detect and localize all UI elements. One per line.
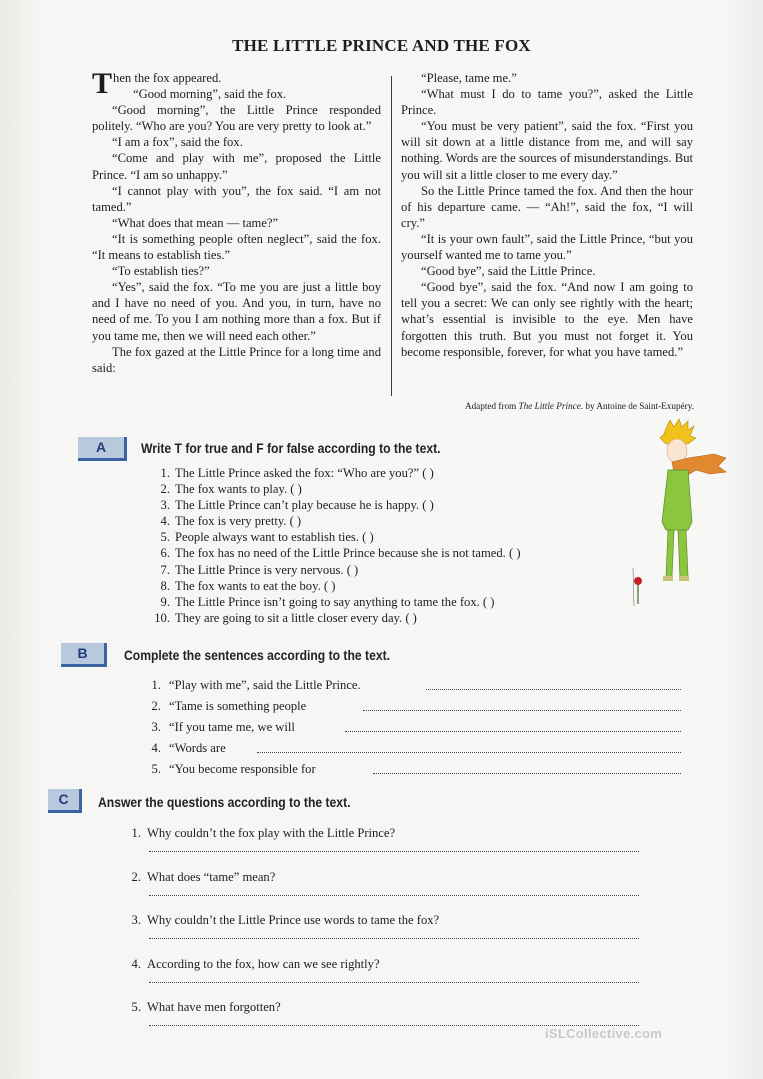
story-paragraph: So the Little Prince tamed the fox. And then the hour of his departure came. — “Ah!”, said the fox, “I will cry.” [401, 183, 693, 230]
story-paragraph: “It is something people often neglect”, said the fox. “It means to establish ties.” [92, 231, 381, 263]
list-item: 5. “You become responsible for [133, 759, 681, 780]
answer-blank[interactable] [345, 731, 681, 732]
story-right-column [401, 70, 693, 360]
story-paragraph: “To establish ties?” [112, 264, 210, 279]
section-a-heading: Write T for true and F for false according to the text. [141, 441, 441, 456]
answer-blank[interactable] [373, 773, 681, 774]
planet-edge-line [633, 568, 634, 606]
rose-icon [634, 577, 642, 585]
story-paragraph: “Yes”, said the fox. “To me you are just a little boy and I have no need of you. And you, in turn, have no need of me. To you I am nothing more than a fox. But if you tame me, then we will need each other.” [92, 280, 381, 343]
list-item: 3. “If you tame me, we will [133, 717, 681, 738]
watermark: iSLCollective.com [545, 1026, 663, 1041]
list-item: 1. The Little Prince asked the fox: “Who are you?” ( ) [160, 466, 434, 480]
column-divider [391, 76, 392, 396]
source-credit: Adapted from The Little Prince. by Antoine de Saint-Exupéry. [464, 401, 694, 411]
little-prince-illustration [630, 418, 730, 608]
list-item: 9. The Little Prince isn’t going to say anything to tame the fox. ( ) [160, 594, 495, 609]
prince-legs [666, 530, 688, 578]
list-item: 5. What have men forgotten? [121, 999, 651, 1043]
list-item: 5. People always want to establish ties. ( ) [160, 530, 374, 545]
answer-line[interactable] [149, 982, 639, 983]
list-item: 6. The fox has no need of the Little Prince because she is not tamed. ( ) [160, 546, 521, 561]
answer-blank[interactable] [257, 752, 681, 753]
list-item: 4. “Words are [133, 738, 681, 759]
answer-line[interactable] [149, 938, 639, 939]
list-item: 3. Why couldn’t the Little Prince use words to tame the fox? [121, 912, 651, 956]
story-paragraph: “I cannot play with you”, the fox said. “I am not tamed.” [92, 183, 381, 214]
story-paragraph: “Please, tame me.” [421, 71, 517, 85]
story-paragraph: “You must be very patient”, said the fox. “First you will sit down at a little distance from me, and will say nothing. Words are the sources of misunderstandings. But you will sit a little closer to me every day.” [401, 119, 693, 182]
answer-blank[interactable] [426, 689, 681, 690]
list-item: 1. “Play with me”, said the Little Prince. [133, 675, 681, 696]
answer-line[interactable] [149, 851, 639, 852]
section-b-heading: Complete the sentences according to the text. [124, 648, 391, 663]
list-item: 4. The fox is very pretty. ( ) [160, 514, 302, 529]
prince-boot [679, 576, 689, 581]
answer-blank[interactable] [363, 710, 681, 711]
story-paragraph: “Good morning”, the Little Prince responded politely. “Who are you? You are very pretty to look at.” [92, 103, 381, 134]
story-paragraph: “I am a fox”, said the fox. [112, 135, 243, 150]
section-b-badge: B [61, 643, 104, 667]
prince-boot [663, 576, 673, 581]
list-item: 2. The fox wants to play. ( ) [160, 482, 302, 497]
story-paragraph: “Good bye”, said the fox. “And now I am going to tell you a secret: We can only see rightly with the heart; what’s essential is invisible to the eye. Men have forgotten this truth. But you must not forget it. You become responsible, forever, for what you have tamed.” [401, 280, 693, 359]
drop-cap: T [92, 67, 113, 100]
answer-line[interactable] [149, 895, 639, 896]
story-paragraph: Then the fox appeared. [92, 67, 222, 100]
complete-sentences-list [133, 675, 681, 780]
story-paragraph: “It is your own fault”, said the Little Prince, “but you yourself wanted me to tame you.” [401, 231, 693, 263]
list-item: 1. Why couldn’t the fox play with the Little Prince? [121, 825, 651, 869]
section-a-badge: A [78, 437, 124, 461]
list-item: 10. They are going to sit a little closer every day. ( ) [154, 610, 417, 625]
questions-list [121, 825, 651, 1043]
list-item: 3. The Little Prince can’t play because he is happy. ( ) [160, 498, 434, 513]
story-paragraph: “Good morning”, said the fox. [133, 87, 287, 102]
true-false-list [148, 465, 521, 626]
section-c-heading: Answer the questions according to the text. [98, 795, 351, 810]
section-c-badge: C [48, 789, 79, 813]
story-paragraph: “Come and play with me”, proposed the Little Prince. “I am so unhappy.” [92, 151, 381, 182]
list-item: 7. The Little Prince is very nervous. ( ) [160, 562, 359, 577]
list-item: 8. The fox wants to eat the boy. ( ) [160, 578, 336, 593]
story-paragraph: The fox gazed at the Little Prince for a long time and said: [92, 344, 381, 375]
list-item: 4. According to the fox, how can we see rightly? [121, 956, 651, 1000]
list-item: 2. What does “tame” mean? [121, 869, 651, 913]
prince-coat [662, 470, 692, 530]
page-title: THE LITTLE PRINCE AND THE FOX [232, 36, 531, 55]
story-paragraph: “Good bye”, said the Little Prince. [421, 264, 596, 279]
story-paragraph: “What does that mean — tame?” [112, 215, 279, 230]
story-left-column [92, 67, 381, 376]
story-paragraph: “What must I do to tame you?”, asked the Little Prince. [401, 87, 693, 118]
list-item: 2. “Tame is something people [133, 696, 681, 717]
